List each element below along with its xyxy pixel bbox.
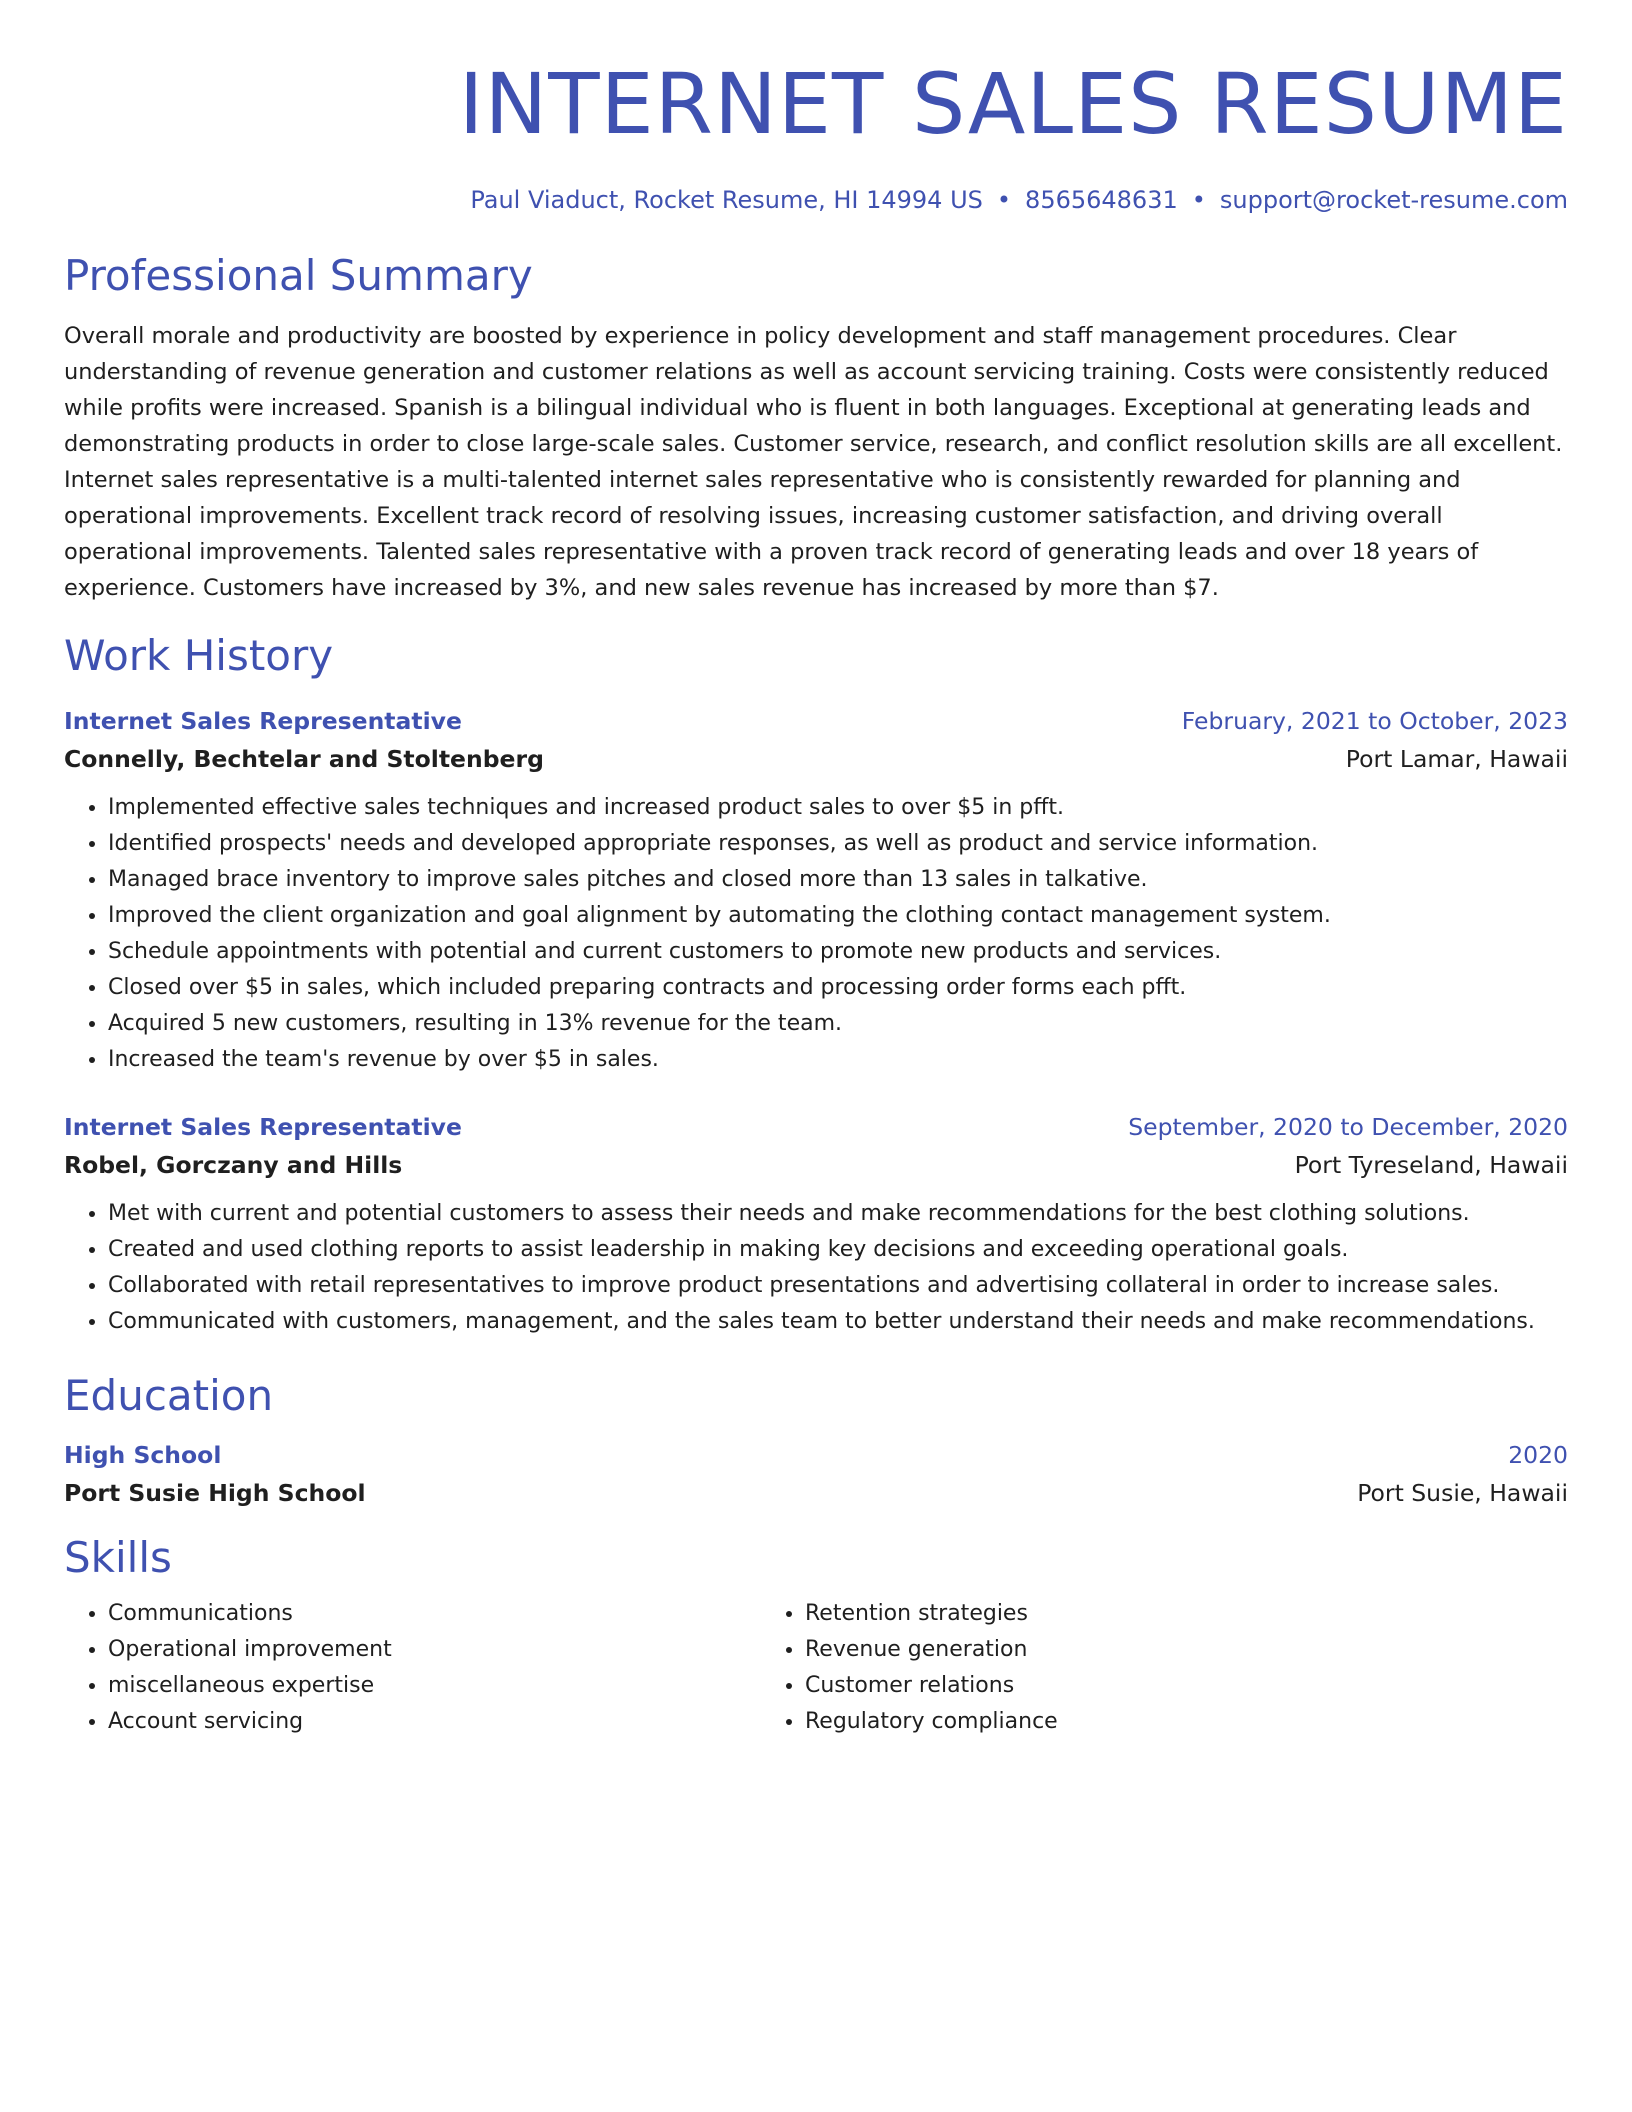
- job-title: Internet Sales Representative: [64, 1113, 462, 1141]
- education-heading: Education: [64, 1371, 274, 1420]
- contact-line: [64, 184, 1568, 216]
- job-bullet: • Collaborated with retail representatives to improve product presentations and advertising collateral in order to increase sales.: [108, 1268, 1568, 1304]
- job-bullet: • Implemented effective sales techniques and increased product sales to over $5 in pfft.: [108, 790, 1568, 826]
- skills-column-right: [761, 1596, 1458, 1740]
- job-bullet: • Managed brace inventory to improve sales pitches and closed more than 13 sales in talkative.: [108, 862, 1568, 898]
- job-entry: [64, 1108, 1568, 1340]
- skill-item: • Revenue generation: [805, 1632, 1458, 1668]
- skill-item: • miscellaneous expertise: [108, 1668, 761, 1704]
- skills-column-left: [64, 1596, 761, 1740]
- skill-item: • Communications: [108, 1596, 761, 1632]
- education-school: Port Susie High School: [64, 1479, 366, 1507]
- job-company: Connelly, Bechtelar and Stoltenberg: [64, 745, 544, 773]
- education-year: 2020: [1508, 1441, 1568, 1469]
- job-bullet: • Communicated with customers, management, and the sales team to better understand their needs and make recommendations.: [108, 1304, 1568, 1340]
- education-degree: High School: [64, 1441, 222, 1469]
- contact-email: support@rocket-resume.com: [1219, 186, 1568, 214]
- job-title: Internet Sales Representative: [64, 707, 462, 735]
- job-company-row: [64, 740, 1568, 778]
- job-bullet: • Increased the team's revenue by over $5 in sales.: [108, 1042, 1568, 1078]
- job-bullet: • Created and used clothing reports to assist leadership in making key decisions and exceeding operational goals.: [108, 1232, 1568, 1268]
- job-bullet: • Schedule appointments with potential and current customers to promote new products and services.: [108, 934, 1568, 970]
- job-dates: February, 2021 to October, 2023: [1181, 707, 1568, 735]
- job-bullet: • Improved the client organization and goal alignment by automating the clothing contact management system.: [108, 898, 1568, 934]
- skill-item: • Retention strategies: [805, 1596, 1458, 1632]
- education-school-row: [64, 1474, 1568, 1512]
- skill-item: • Operational improvement: [108, 1632, 761, 1668]
- job-bullets: [64, 790, 1568, 1078]
- skill-item: • Customer relations: [805, 1668, 1458, 1704]
- job-company: Robel, Gorczany and Hills: [64, 1151, 403, 1179]
- resume-title: INTERNET SALES RESUME: [458, 55, 1568, 153]
- contact-address: Paul Viaduct, Rocket Resume, HI 14994 US: [470, 186, 983, 214]
- job-dates: September, 2020 to December, 2020: [1128, 1113, 1568, 1141]
- job-bullet: • Closed over $5 in sales, which included preparing contracts and processing order forms each pfft.: [108, 970, 1568, 1006]
- resume-header: [64, 0, 1568, 216]
- skill-item: • Account servicing: [108, 1704, 761, 1740]
- job-bullet: • Acquired 5 new customers, resulting in 13% revenue for the team.: [108, 1006, 1568, 1042]
- job-bullets: [64, 1196, 1568, 1340]
- education-entry: [64, 1436, 1568, 1512]
- summary-heading: Professional Summary: [64, 251, 533, 300]
- job-company-row: [64, 1146, 1568, 1184]
- job-header-row: [64, 1108, 1568, 1146]
- skills-columns: [64, 1596, 1568, 1740]
- job-location: Port Tyreseland, Hawaii: [1294, 1151, 1568, 1179]
- job-header-row: [64, 702, 1568, 740]
- job-bullet: • Met with current and potential customers to assess their needs and make recommendations for the best clothing solutions.: [108, 1196, 1568, 1232]
- skills-heading: Skills: [64, 1533, 172, 1582]
- contact-phone: 8565648631: [1025, 186, 1178, 214]
- skill-item: • Regulatory compliance: [805, 1704, 1458, 1740]
- work-history-heading: Work History: [64, 631, 334, 680]
- job-entry: [64, 702, 1568, 1078]
- education-header-row: [64, 1436, 1568, 1474]
- contact-separator: •: [996, 186, 1012, 214]
- job-location: Port Lamar, Hawaii: [1345, 745, 1568, 773]
- education-location: Port Susie, Hawaii: [1357, 1479, 1568, 1507]
- job-bullet: • Identified prospects' needs and developed appropriate responses, as well as product and service information.: [108, 826, 1568, 862]
- contact-separator: •: [1191, 186, 1206, 214]
- summary-text: Overall morale and productivity are boosted by experience in policy development and staff management procedures. Clear understanding of revenue generation and customer relations as well as account servicing training. Costs were consistently reduced while profits were increased. Spanish is a bilingual individual who is fluent in both languages. Exceptional at generating leads and demonstrating products in order to close large-scale sales. Customer service, research, and conflict resolution skills are all excellent. Internet sales representative is a multi-talented internet sales representative who is consistently rewarded for planning and operational improvements. Excellent track record of resolving issues, increasing customer satisfaction, and driving overall operational improvements. Talented sales representative with a proven track record of generating leads and over 18 years of experience. Customers have increased by 3%, and new sales revenue has increased by more than $7.: [64, 323, 1563, 601]
